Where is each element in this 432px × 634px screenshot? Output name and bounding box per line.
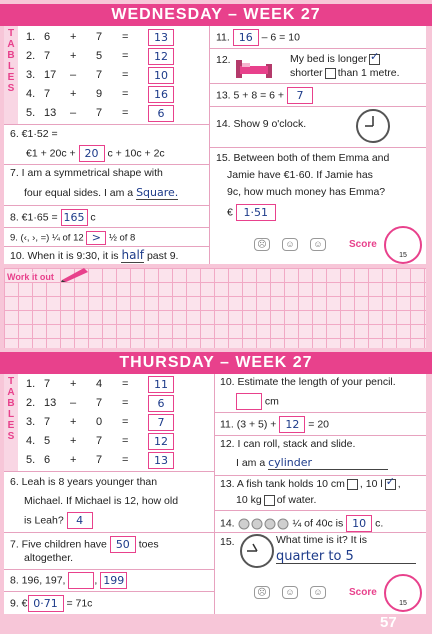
- table-row: 2. 7 + 5 = 12: [20, 48, 174, 65]
- answer-box[interactable]: 16: [148, 86, 174, 103]
- question-15-line2: Jamie have €1·60. If Jamie has: [227, 169, 373, 181]
- divider: [4, 246, 209, 247]
- divider: [214, 435, 426, 436]
- answer-box[interactable]: 10: [148, 67, 174, 84]
- answer-box[interactable]: 12: [148, 48, 174, 65]
- table-row: 4. 7 + 9 = 16: [20, 86, 174, 103]
- clock-icon: [240, 534, 274, 568]
- happy-face-icon[interactable]: ☺: [310, 238, 326, 251]
- score-circle[interactable]: [384, 226, 422, 264]
- tables-letter: E: [7, 72, 15, 83]
- thursday-header: THURSDAY – WEEK 27: [0, 352, 432, 374]
- question-6: 6. Leah is 8 years younger than: [10, 476, 158, 488]
- answer-box[interactable]: 20: [79, 145, 105, 162]
- divider: [4, 532, 214, 533]
- question-6-line3: is Leah? 4: [24, 512, 93, 529]
- question-9: 9. (‹, ›, =) ¼ of 12 > ½ of 8: [10, 231, 136, 244]
- answer-box[interactable]: 0·71: [28, 595, 64, 612]
- answer-text[interactable]: quarter to 5: [276, 550, 416, 564]
- question-8: 8. 196, 197, , 199: [10, 572, 127, 589]
- thursday-panel: [4, 374, 426, 614]
- answer-box[interactable]: [68, 572, 94, 589]
- question-12: My bed is longer ✓: [290, 49, 380, 65]
- question-6: 6. €1·52 =: [10, 128, 58, 140]
- tables-label: [4, 374, 18, 471]
- sad-face-icon[interactable]: ☹: [254, 238, 270, 251]
- question-8: 8. €1·65 = 165 c: [10, 211, 96, 224]
- score-label: Score: [349, 587, 377, 598]
- divider: [4, 569, 214, 570]
- checkbox-litres[interactable]: ✓: [385, 474, 395, 488]
- tables-letter: T: [7, 28, 15, 39]
- divider: [214, 412, 426, 413]
- wednesday-panel: [4, 26, 426, 264]
- answer-box[interactable]: [236, 393, 262, 410]
- tables-letter: E: [7, 420, 15, 431]
- table-row: 1. 6 + 7 = 13: [20, 29, 174, 46]
- table-row: 1. 7 + 4 = 11: [20, 376, 174, 393]
- answer-box[interactable]: 4: [67, 512, 93, 529]
- tables-letter: B: [7, 398, 15, 409]
- question-12-line: shorter than 1 metre.: [290, 67, 400, 79]
- answer-box[interactable]: 6: [148, 395, 174, 412]
- tables-letter: L: [7, 409, 15, 420]
- question-14: 14. ¼ of 40c is 10 c.: [220, 517, 384, 530]
- question-15: 15. Between both of them Emma and: [216, 152, 390, 164]
- question-11: 11. (3 + 5) + 12 = 20: [220, 418, 330, 431]
- question-11: 11. 16 – 6 = 10: [216, 31, 300, 44]
- question-13-line2: 10 kg of water.: [236, 494, 317, 506]
- question-7-line2: altogether.: [24, 552, 74, 564]
- question-6-line: €1 + 20c + 20 c + 10c + 2c: [26, 147, 165, 160]
- answer-box[interactable]: 12: [279, 416, 305, 433]
- question-12-line2: I am a cylinder: [236, 456, 388, 470]
- question-15-num: 15.: [220, 536, 235, 548]
- divider: [209, 106, 426, 107]
- divider: [214, 532, 426, 533]
- answer-box[interactable]: 7: [287, 87, 313, 104]
- divider: [4, 164, 209, 165]
- question-7: 7. Five children have 50 toes: [10, 538, 159, 551]
- score-total: 15: [399, 252, 407, 259]
- question-10-answer: cm: [236, 393, 279, 410]
- answer-box[interactable]: 50: [110, 536, 136, 553]
- question-15-answer: € 1·51: [227, 204, 276, 221]
- table-row: 3. 7 + 0 = 7: [20, 414, 174, 431]
- question-10: 10. When it is 9:30, it is half past 9.: [10, 248, 179, 262]
- tables-letter: B: [7, 50, 15, 61]
- table-row: 5. 13 – 7 = 6: [20, 105, 174, 122]
- answer-box[interactable]: 13: [148, 29, 174, 46]
- table-row: 5. 6 + 7 = 13: [20, 452, 174, 469]
- answer-box[interactable]: 13: [148, 452, 174, 469]
- question-9: 9. € 0·71 = 71c: [10, 597, 93, 610]
- question-15: What time is it? It is: [276, 534, 368, 546]
- divider: [4, 205, 209, 206]
- wednesday-header: WEDNESDAY – WEEK 27: [0, 4, 432, 26]
- table-row: 2. 13 – 7 = 6: [20, 395, 174, 412]
- answer-box[interactable]: 7: [148, 414, 174, 431]
- divider: [209, 48, 426, 49]
- score-circle[interactable]: [384, 574, 422, 612]
- answer-text[interactable]: Square.: [136, 186, 179, 199]
- tables-label: [4, 26, 18, 124]
- table-row: 4. 5 + 7 = 12: [20, 433, 174, 450]
- divider: [214, 510, 426, 511]
- question-15-line3: 9c, how much money has Emma?: [227, 186, 386, 198]
- score-total: 15: [399, 600, 407, 607]
- question-12: 12. I can roll, stack and slide.: [220, 438, 356, 450]
- question-7-line: four equal sides. I am a Square.: [24, 186, 179, 199]
- question-7: 7. I am a symmetrical shape with: [10, 167, 163, 179]
- answer-text[interactable]: half: [121, 248, 145, 262]
- answer-box[interactable]: 16: [233, 29, 259, 46]
- divider: [4, 124, 209, 125]
- tables-letter: S: [7, 431, 15, 442]
- checkbox-kg[interactable]: [264, 495, 275, 506]
- tables-letter: S: [7, 83, 15, 94]
- score-label: Score: [349, 239, 377, 250]
- checkbox-shorter[interactable]: [325, 68, 336, 79]
- answer-box[interactable]: 12: [148, 433, 174, 450]
- neutral-face-icon[interactable]: ☺: [282, 238, 298, 251]
- question-13: 13. 5 + 8 = 6 + 7: [216, 87, 313, 104]
- divider: [4, 591, 214, 592]
- happy-face-icon[interactable]: ☺: [310, 586, 326, 599]
- question-12-num: 12.: [216, 54, 231, 66]
- tables-letter: A: [7, 387, 15, 398]
- divider: [4, 471, 214, 472]
- work-it-out-label: Work it out: [7, 272, 54, 282]
- column-divider: [209, 26, 210, 264]
- question-6-line2: Michael. If Michael is 12, how old: [24, 495, 179, 507]
- tables-letter: T: [7, 376, 15, 387]
- column-divider: [214, 374, 215, 614]
- bed-icon: [234, 52, 274, 80]
- question-10: 10. Estimate the length of your pencil.: [220, 376, 396, 388]
- work-it-out-grid[interactable]: [4, 268, 426, 348]
- answer-box[interactable]: >: [86, 231, 106, 245]
- neutral-face-icon[interactable]: ☺: [282, 586, 298, 599]
- clock-icon[interactable]: [356, 109, 390, 143]
- answer-box[interactable]: 6: [148, 105, 174, 122]
- page-number: 57: [380, 614, 397, 631]
- sad-face-icon[interactable]: ☹: [254, 586, 270, 599]
- tables-letter: L: [7, 61, 15, 72]
- answer-box[interactable]: 199: [100, 572, 127, 589]
- answer-box[interactable]: 10: [346, 515, 372, 532]
- answer-box[interactable]: 165: [61, 209, 88, 226]
- divider: [209, 147, 426, 148]
- pencil-icon: [60, 266, 90, 282]
- tables-letter: A: [7, 39, 15, 50]
- divider: [209, 83, 426, 84]
- answer-text[interactable]: cylinder: [268, 456, 388, 470]
- question-14: 14. Show 9 o'clock.: [216, 118, 307, 130]
- checkbox-cm[interactable]: [347, 479, 358, 490]
- coins-icon: [238, 518, 290, 530]
- question-13: 13. A fish tank holds 10 cm , 10 l ✓ ,: [220, 474, 401, 490]
- divider: [4, 227, 209, 228]
- answer-box[interactable]: 11: [148, 376, 174, 393]
- table-row: 3. 17 – 7 = 10: [20, 67, 174, 84]
- answer-box[interactable]: 1·51: [236, 204, 276, 221]
- checkbox-longer[interactable]: ✓: [370, 49, 380, 63]
